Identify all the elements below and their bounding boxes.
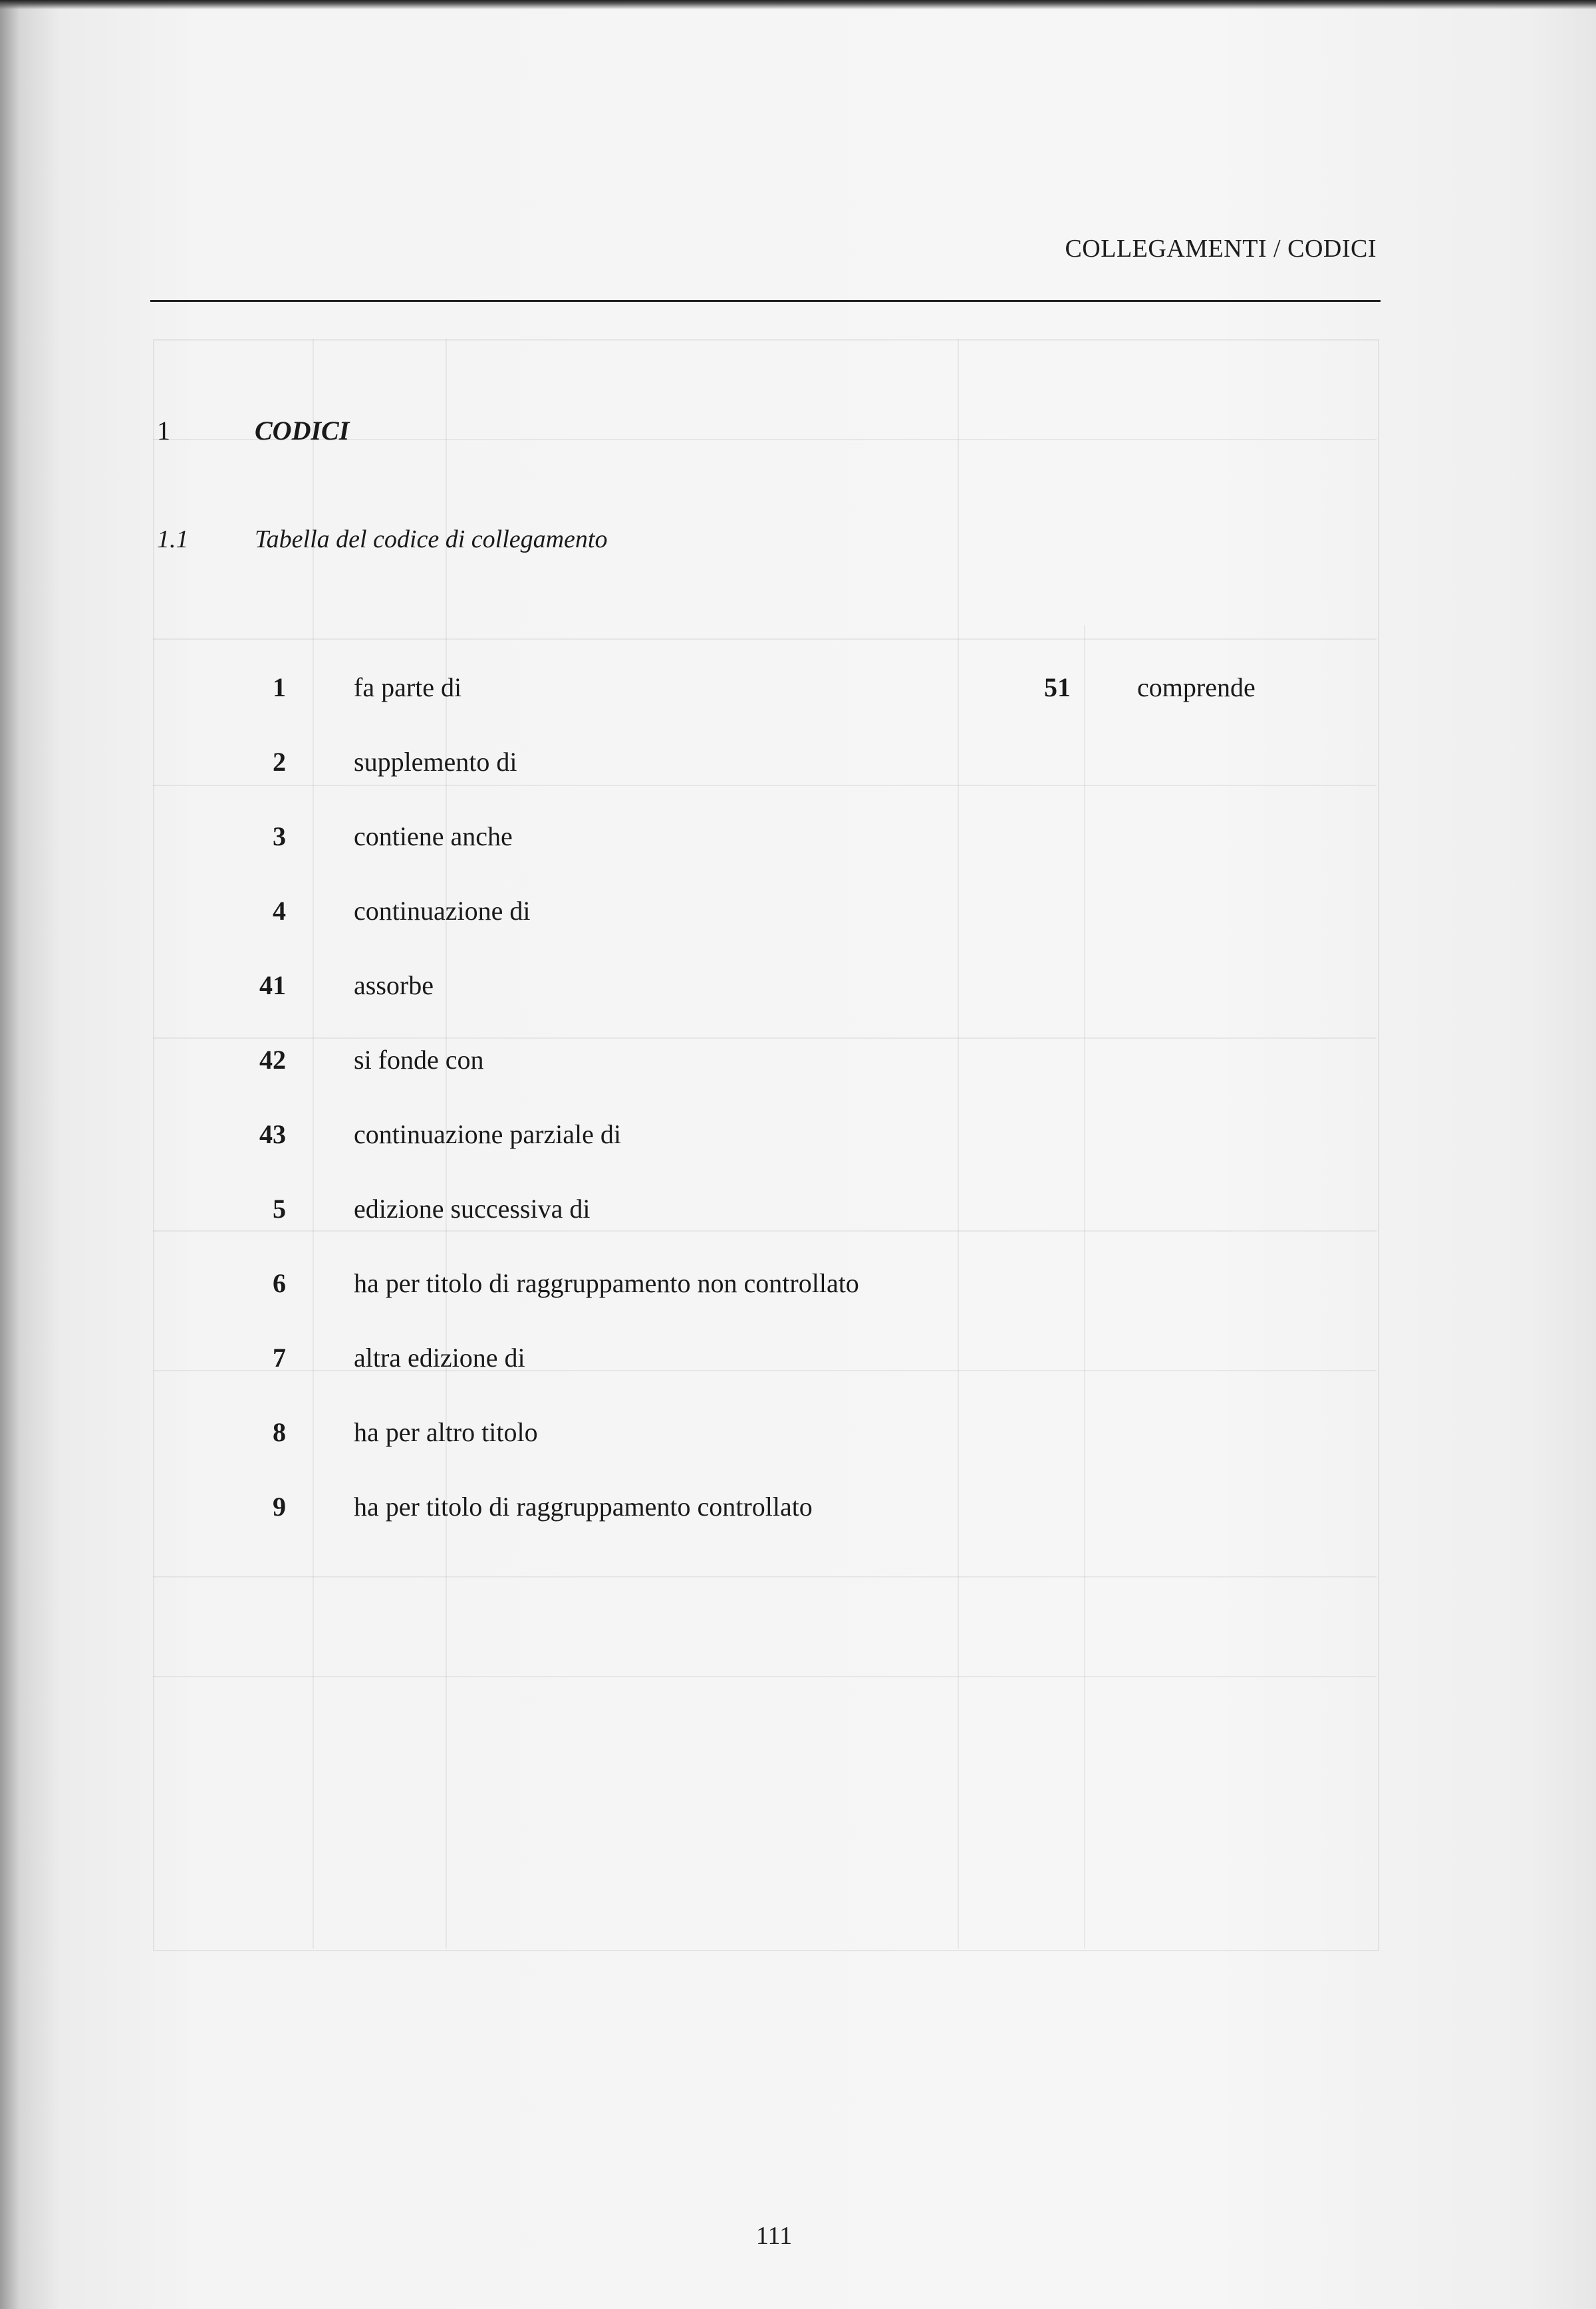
section-title: Tabella del codice di collegamento [255,525,608,553]
table-row [0,1119,1596,1156]
link-code: 41 [259,970,286,1000]
link-meaning: edizione successiva di [354,1194,591,1224]
link-code: 51 [1044,672,1071,702]
link-meaning: comprende [1137,672,1256,702]
table-row [0,746,1596,783]
section-number: 1.1 [157,525,189,553]
link-code: 3 [273,821,286,851]
table-row [0,970,1596,1007]
table-row [0,821,1596,858]
table-row [0,1491,1596,1528]
link-meaning: fa parte di [354,672,462,702]
link-meaning: continuazione parziale di [354,1119,622,1149]
chapter-number: 1 [157,416,170,446]
table-row [0,1193,1596,1230]
link-meaning: ha per altro titolo [354,1417,538,1447]
link-code: 42 [259,1045,286,1075]
link-meaning: si fonde con [354,1045,484,1075]
table-row [0,1342,1596,1379]
page-number: 111 [755,2222,793,2250]
table-row [0,1044,1596,1081]
running-head: COLLEGAMENTI / CODICI [1065,235,1377,263]
chapter-title: CODICI [255,416,350,446]
link-code: 8 [273,1417,286,1447]
link-meaning: ha per titolo di raggruppamento controllato [354,1492,813,1522]
link-meaning: altra edizione di [354,1343,525,1373]
link-meaning: contiene anche [354,821,513,851]
table-row [0,895,1596,932]
link-code: 43 [259,1119,286,1149]
link-meaning: supplemento di [354,747,517,777]
link-code: 6 [273,1268,286,1298]
link-code: 2 [273,747,286,777]
table-row [0,1417,1596,1454]
link-code: 9 [273,1492,286,1522]
link-meaning: continuazione di [354,896,531,926]
link-code: 5 [273,1194,286,1224]
table-row [0,1268,1596,1305]
link-code: 1 [273,672,286,702]
table-row [0,672,1596,709]
link-meaning: ha per titolo di raggruppamento non controllato [354,1268,859,1298]
link-code: 4 [273,896,286,926]
link-meaning: assorbe [354,970,434,1000]
link-code: 7 [273,1343,286,1373]
